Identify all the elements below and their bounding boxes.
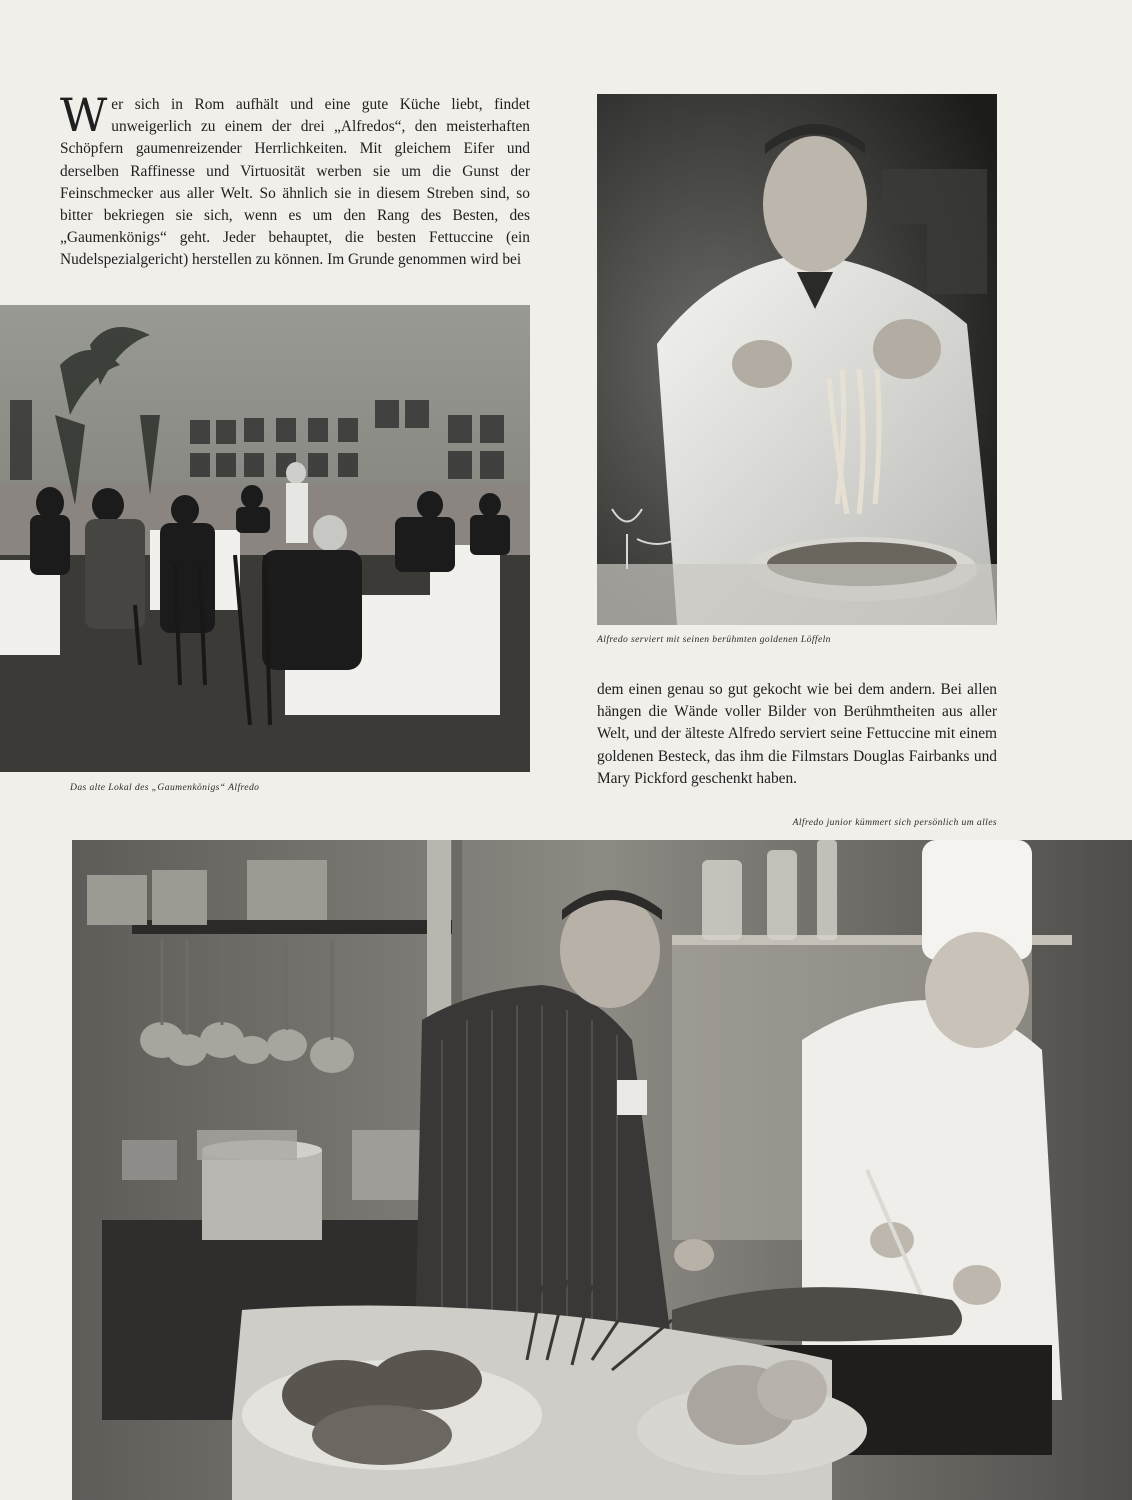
portrait-photo (597, 94, 997, 625)
article-paragraph-2: dem einen genau so gut gekocht wie bei dem andern. Bei allen hängen die Wände voller Bilder von Berühmtheiten aus aller Welt, und der älteste Alfredo serviert seine Fettuccine mit einem goldenen Besteck, das ihm die Filmstars Douglas Fairbanks und Mary Pickford geschenkt haben. (597, 681, 997, 787)
kitchen-photo (72, 840, 1132, 1500)
portrait-photo-caption: Alfredo serviert mit seinen berühmten goldenen Löffeln (597, 634, 831, 645)
restaurant-photo-caption: Das alte Lokal des „Gaumenkönigs“ Alfredo (70, 782, 260, 793)
restaurant-photo (0, 305, 530, 772)
kitchen-photo-caption: Alfredo junior kümmert sich persönlich um alles (792, 817, 997, 828)
article-paragraph-1: Wer sich in Rom aufhält und eine gute Küche liebt, findet unweigerlich zu einem der drei „Alfredos“, den meisterhaften Schöpfern gaumenreizender Herrlichkeiten. Mit gleichem Eifer und derselben Raffinesse und Virtuosität werben sie um die Gunst der Feinschmecker aus aller Welt. So ähnlich sie in diesem Streben sind, so bitter bekriegen sie sich, wenn es um den Rang des Besten, des „Gaumenkönigs“ geht. Jeder behauptet, die besten Fettuccine (ein Nudelspezialgericht) herstellen zu können. Im Grunde genommen wird bei (60, 88, 530, 269)
